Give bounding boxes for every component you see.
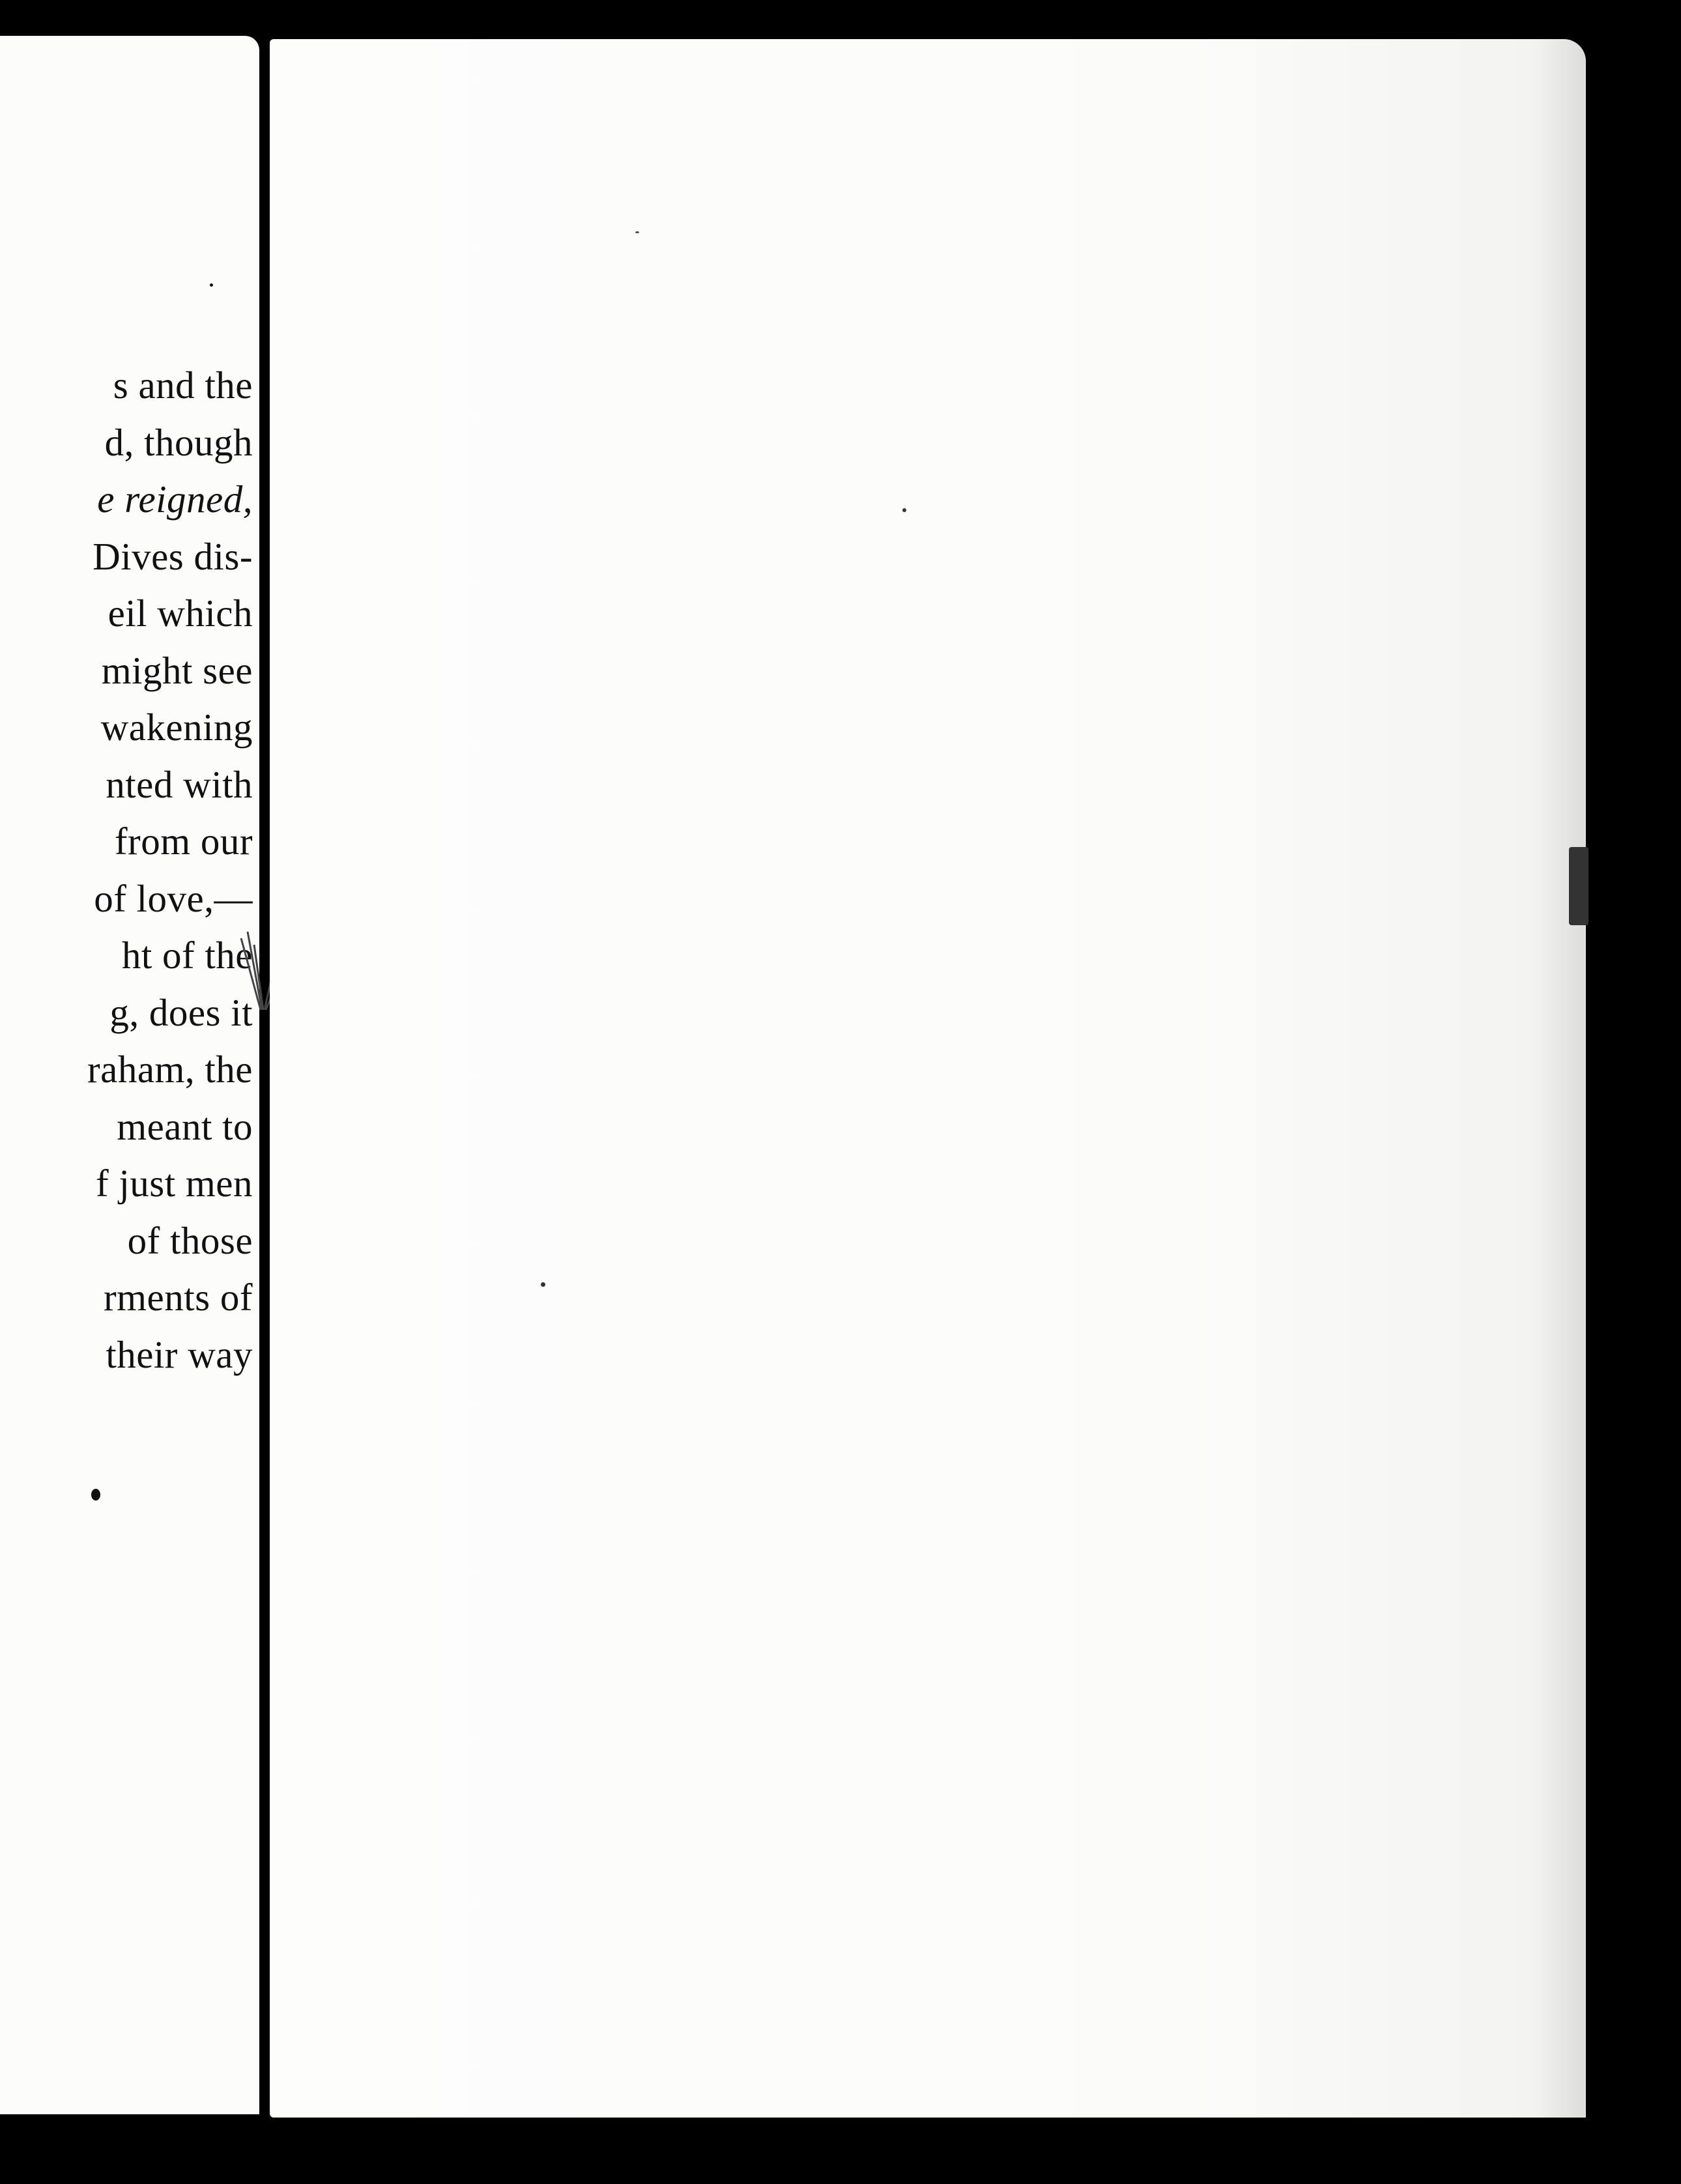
text-line: d, though [104,420,253,464]
text-line: f just men [96,1162,253,1205]
text-line: e reigned, [97,478,253,521]
ink-speck [91,1489,100,1501]
text-line: from our [114,820,253,863]
text-line: eil which [108,592,253,635]
text-line: Dives dis- [93,534,253,578]
text-line: raham, the [87,1048,253,1091]
text-line: g, does it [109,990,253,1034]
page-tab-marker [1569,847,1588,925]
text-line: nted with [106,762,253,806]
left-page [0,36,259,2114]
ink-speck [635,231,639,233]
text-line: wakening [100,706,253,749]
text-line: might see [101,648,253,692]
book-gutter [259,0,270,2184]
text-line: their way [106,1332,253,1376]
text-line: of love,— [94,876,253,920]
text-line: meant to [117,1104,253,1148]
ink-speck [902,508,906,512]
ink-speck [541,1282,545,1287]
text-line: rments of [104,1276,253,1319]
right-page-blank [270,39,1586,2118]
text-line: ht of the [121,934,253,977]
text-line: s and the [113,364,253,407]
left-page-text [0,357,253,1383]
ink-speck [210,283,213,287]
text-line: of those [127,1218,253,1262]
